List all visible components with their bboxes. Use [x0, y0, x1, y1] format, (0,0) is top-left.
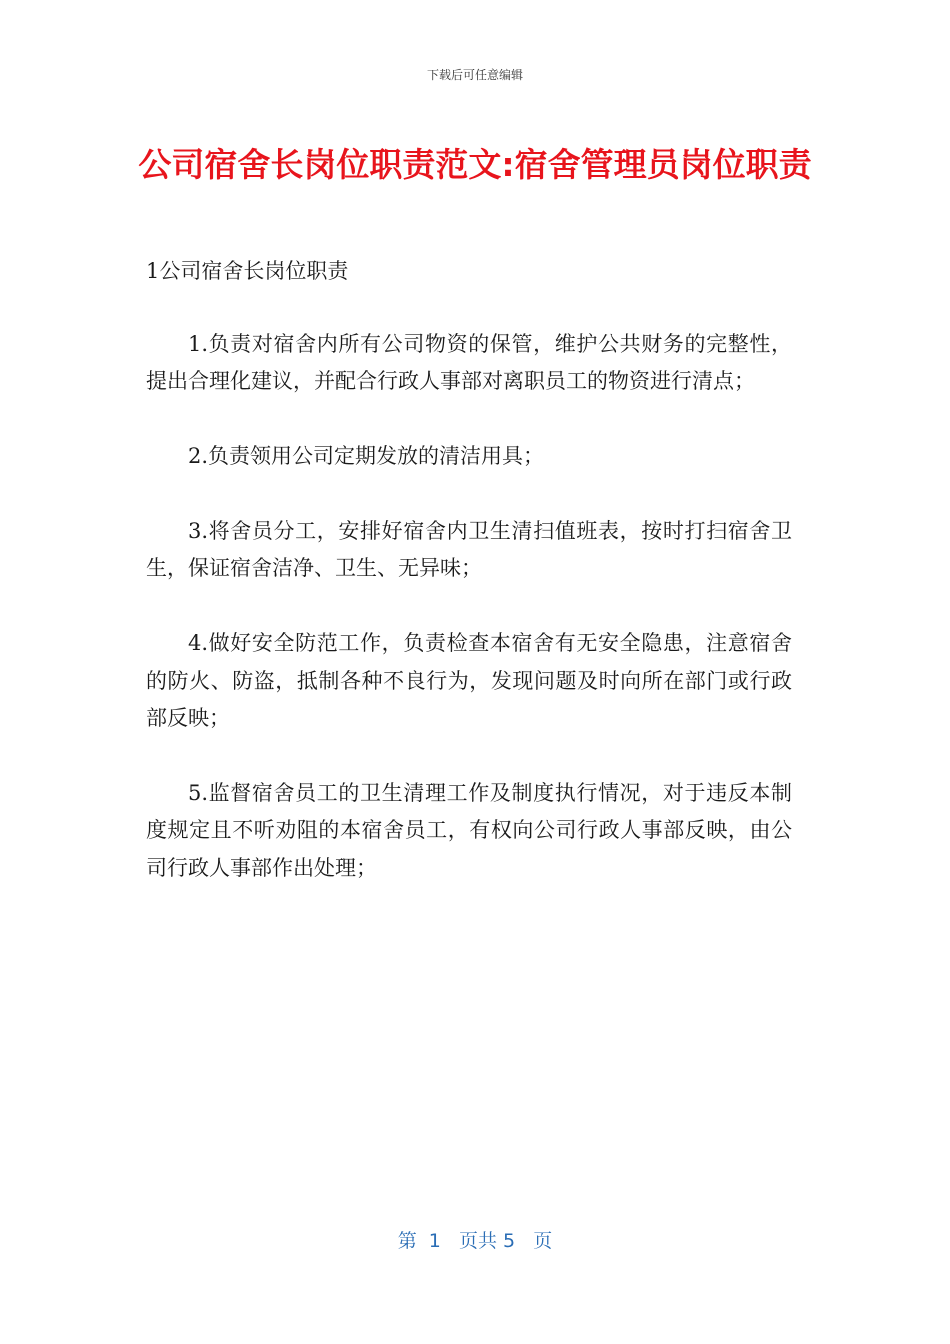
document-title: 公司宿舍长岗位职责范文:宿舍管理员岗位职责 — [138, 145, 812, 184]
page-number: 第 1 页共 5 页 — [397, 1230, 553, 1252]
duty-paragraph-2: 2.负责领用公司定期发放的清洁用具； — [188, 444, 545, 469]
duty-paragraph-1: 1.负责对宿舍内所有公司物资的保管，维护公共财务的完整性，提出合理化建议，并配合行政人事部对离职员工的物资进行清点； — [146, 332, 792, 394]
duty-paragraph-5: 5.监督宿舍员工的卫生清理工作及制度执行情况，对于违反本制度规定且不听劝阻的本宿舍员工，有权向公司行政人事部反映，由公司行政人事部作出处理； — [146, 780, 792, 880]
header-note: 下载后可任意编辑 — [426, 68, 523, 82]
document-body — [146, 326, 792, 887]
section-heading: 1公司宿舍长岗位职责 — [146, 259, 349, 283]
duty-paragraph-4: 4.做好安全防范工作，负责检查本宿舍有无安全隐患，注意宿舍的防火、防盗，抵制各种不良行为，发现问题及时向所在部门或行政部反映； — [146, 631, 792, 731]
duty-paragraph-3: 3.将舍员分工，安排好宿舍内卫生清扫值班表，按时打扫宿舍卫生，保证宿舍洁净、卫生、无异味； — [146, 519, 792, 581]
